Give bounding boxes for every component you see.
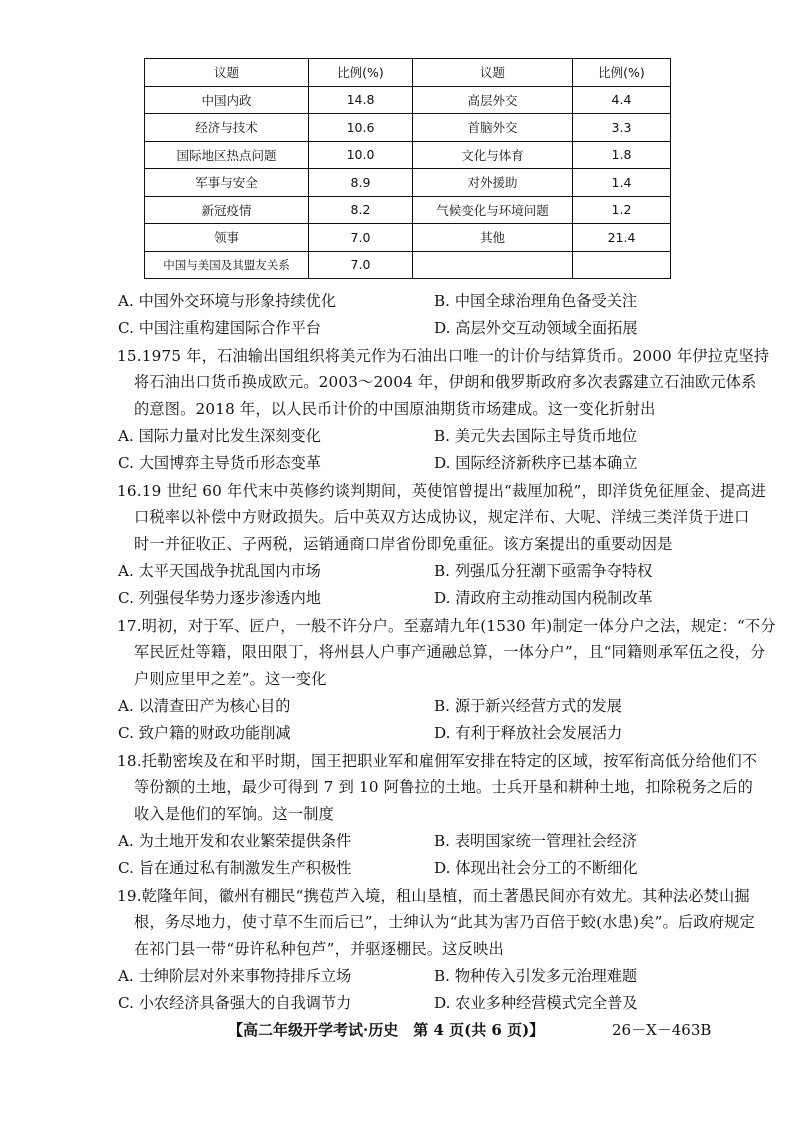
table-cell: 21.4 [573, 224, 671, 252]
table-cell: 其他 [413, 224, 573, 252]
table-cell: 高层外交 [413, 86, 573, 114]
table-row [145, 196, 671, 224]
table-header-cell: 议题 [413, 59, 573, 87]
q16-stem-line: 时一并征收正、子两税，运销通商口岸省份即免重征。该方案提出的重要动因是 [134, 535, 673, 553]
q18-stem-line: 18.托勒密埃及在和平时期，国王把职业军和雇佣军安排在特定的区域，按军衔高低分给他们不 [117, 752, 758, 770]
table-cell: 新冠疫情 [145, 196, 309, 224]
q19-stem-line: 19.乾隆年间，徽州有棚民“携苞芦入境，租山垦植，而土著愚民间亦有效尤。其种法必焚山掘 [117, 887, 750, 905]
table-cell: 军事与安全 [145, 169, 309, 197]
table-header-cell: 议题 [145, 59, 309, 87]
table-cell: 文化与体育 [413, 141, 573, 169]
table-cell [413, 251, 573, 279]
q15-option-d: D. 国际经济新秩序已基本确立 [434, 454, 638, 472]
q16-stem-line: 16.19 世纪 60 年代末中英修约谈判期间，英使馆曾提出“裁厘加税”，即洋货免征厘金、提高进 [117, 482, 767, 500]
q16-option-d: D. 清政府主动推动国内税制改革 [434, 589, 653, 607]
q15-stem-line: 的意图。2018 年，以人民币计价的中国原油期货市场建成。这一变化折射出 [134, 400, 656, 418]
table-header-cell: 比例(%) [309, 59, 413, 87]
q16-option-c: C. 列强侵华势力逐步渗透内地 [118, 589, 321, 607]
table-cell: 中国与美国及其盟友关系 [145, 251, 309, 279]
q15-option-a: A. 国际力量对比发生深刻变化 [118, 427, 321, 445]
table-cell [573, 251, 671, 279]
table-row [145, 224, 671, 252]
q18-stem-line: 收入是他们的军饷。这一制度 [134, 805, 335, 823]
q16-option-b: B. 列强瓜分狂潮下亟需争夺特权 [434, 562, 653, 580]
q19-option-c: C. 小农经济具备强大的自我调节力 [118, 994, 352, 1012]
q18-option-d: D. 体现出社会分工的不断细化 [434, 859, 638, 877]
q18-option-a: A. 为土地开发和农业繁荣提供条件 [118, 832, 352, 850]
table-cell: 1.4 [573, 169, 671, 197]
table-cell: 中国内政 [145, 86, 309, 114]
table-cell: 10.0 [309, 141, 413, 169]
q19-stem-line: 在祁门县一带“毋许私种包芦”，并驱逐棚民。这反映出 [134, 940, 504, 958]
table-cell: 国际地区热点问题 [145, 141, 309, 169]
q19-stem-line: 根，务尽地力，使寸草不生而后已”，士绅认为“此其为害乃百倍于蛟(水患)矣”。后政府规定 [134, 913, 755, 931]
table-header-cell: 比例(%) [573, 59, 671, 87]
q15-stem-line: 15.1975 年，石油输出国组织将美元作为石油出口唯一的计价与结算货币。2000 年伊拉克坚持 [117, 347, 770, 365]
table-header-row [145, 59, 671, 87]
table-cell: 7.0 [309, 251, 413, 279]
table-row [145, 114, 671, 142]
table-cell: 领事 [145, 224, 309, 252]
page-footer-title: 【高二年级开学考试·历史 第 4 页(共 6 页)】 [228, 1021, 545, 1039]
q18-stem-line: 等份额的土地，最少可得到 7 到 10 阿鲁拉的土地。士兵开垦和耕种土地，扣除税务之后的 [134, 778, 754, 796]
q14-option-a: A. 中国外交环境与形象持续优化 [118, 292, 337, 310]
table-row [145, 169, 671, 197]
q15-option-c: C. 大国博弈主导货币形态变革 [118, 454, 321, 472]
q17-stem-line: 户则应里甲之差”。这一变化 [134, 670, 327, 688]
q17-stem-line: 17.明初，对于军、匠户，一般不许分户。至嘉靖九年(1530 年)制定一体分户之法，规定：“不分 [117, 617, 776, 635]
page-footer-code: 26－X－463B [612, 1021, 712, 1039]
table-cell: 8.9 [309, 169, 413, 197]
table-row [145, 251, 671, 279]
q18-option-b: B. 表明国家统一管理社会经济 [434, 832, 638, 850]
table-cell: 对外援助 [413, 169, 573, 197]
q14-option-d: D. 高层外交互动领域全面拓展 [434, 319, 638, 337]
q19-option-a: A. 士绅阶层对外来事物持排斥立场 [118, 967, 352, 985]
table-cell: 8.2 [309, 196, 413, 224]
q15-stem-line: 将石油出口货币换成欧元。2003～2004 年，伊朗和俄罗斯政府多次表露建立石油欧元体系 [134, 373, 757, 391]
q17-option-b: B. 源于新兴经营方式的发展 [434, 697, 622, 715]
table-row [145, 141, 671, 169]
q18-option-c: C. 旨在通过私有制激发生产积极性 [118, 859, 352, 877]
q17-option-a: A. 以清查田产为核心目的 [118, 697, 291, 715]
table-cell: 10.6 [309, 114, 413, 142]
q17-option-c: C. 致户籍的财政功能削减 [118, 724, 291, 742]
table-cell: 1.2 [573, 196, 671, 224]
table-cell: 3.3 [573, 114, 671, 142]
q16-option-a: A. 太平天国战争扰乱国内市场 [118, 562, 321, 580]
q16-stem-line: 口税率以补偿中方财政损失。后中英双方达成协议，规定洋布、大呢、洋绒三类洋货于进口 [134, 508, 750, 526]
table-cell: 经济与技术 [145, 114, 309, 142]
q19-option-b: B. 物种传入引发多元治理难题 [434, 967, 638, 985]
table-row [145, 86, 671, 114]
q14-option-b: B. 中国全球治理角色备受关注 [434, 292, 638, 310]
table-cell: 7.0 [309, 224, 413, 252]
q15-option-b: B. 美元失去国际主导货币地位 [434, 427, 638, 445]
table-cell: 首脑外交 [413, 114, 573, 142]
q17-stem-line: 军民匠灶等籍，限田限丁，将州县人户事产通融总算，一体分户”，且“同籍则承军伍之役，分 [134, 643, 766, 661]
table-cell: 14.8 [309, 86, 413, 114]
topic-proportion-table [144, 58, 671, 279]
table-cell: 4.4 [573, 86, 671, 114]
q17-option-d: D. 有利于释放社会发展活力 [434, 724, 623, 742]
q14-option-c: C. 中国注重构建国际合作平台 [118, 319, 321, 337]
table-cell: 1.8 [573, 141, 671, 169]
q19-option-d: D. 农业多种经营模式完全普及 [434, 994, 638, 1012]
table-cell: 气候变化与环境问题 [413, 196, 573, 224]
